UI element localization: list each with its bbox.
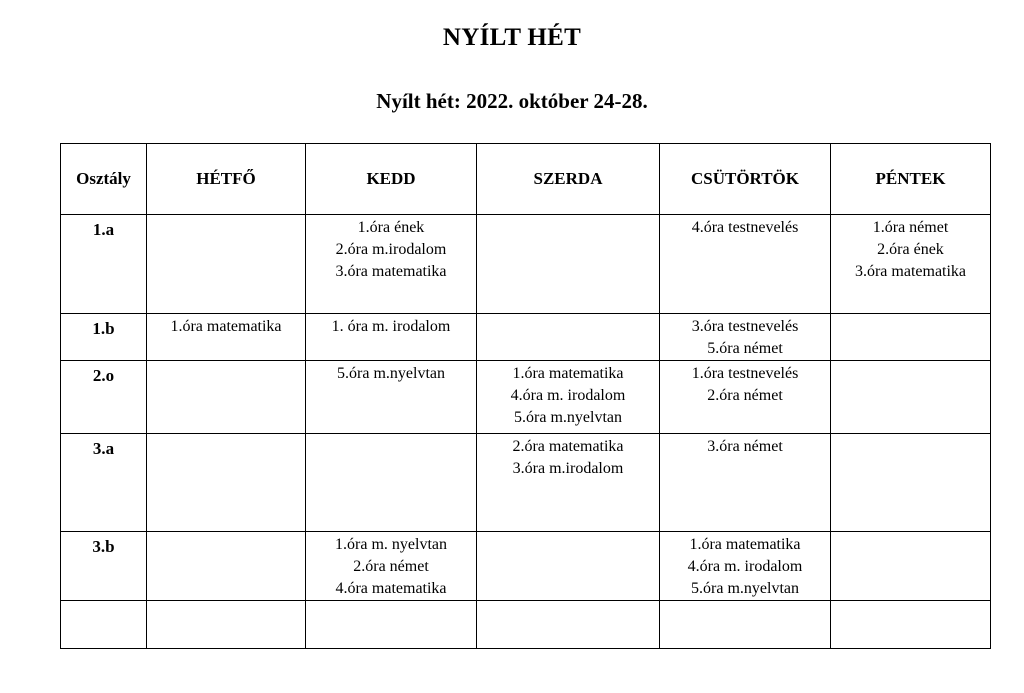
header-tuesday: KEDD [306,144,477,215]
lesson-entry: 1.óra matematika [170,318,282,335]
page-subtitle: Nyílt hét: 2022. október 24-28. [376,89,648,113]
table-header-row [61,144,991,215]
table-row [61,314,991,361]
lesson-entry: 5.óra m.nyelvtan [691,580,799,597]
lesson-entry: 2.óra m.irodalom [335,241,447,258]
cell-tuesday [306,215,477,314]
lesson-entry: 5.óra m.nyelvtan [514,409,622,426]
cell-friday [831,532,991,601]
lesson-entry: 4.óra m. irodalom [687,558,803,575]
cell-monday [147,601,306,649]
cell-thursday [660,601,831,649]
class-cell: 3.a [61,434,147,532]
lesson-entry: 2.óra német [353,558,429,575]
lesson-entry: 1. óra m. irodalom [331,318,451,335]
cell-friday [831,361,991,434]
cell-monday [147,314,306,361]
cell-tuesday [306,601,477,649]
cell-thursday [660,361,831,434]
lesson-entry: 4.óra m. irodalom [510,387,626,404]
cell-thursday [660,314,831,361]
lesson-entry: 1.óra matematika [512,365,624,382]
cell-thursday [660,434,831,532]
header-wednesday: SZERDA [477,144,660,215]
class-cell: 3.b [61,532,147,601]
lesson-entry: 1.óra ének [357,219,425,236]
table-row [61,601,991,649]
cell-friday [831,601,991,649]
header-friday: PÉNTEK [831,144,991,215]
cell-friday [831,434,991,532]
cell-monday [147,361,306,434]
header-class: Osztály [61,144,147,215]
lesson-entry: 1.óra német [872,219,949,236]
header-thursday: CSÜTÖRTÖK [660,144,831,215]
lesson-entry: 1.óra matematika [689,536,801,553]
cell-wednesday [477,601,660,649]
cell-tuesday [306,532,477,601]
lesson-entry: 3.óra m.irodalom [512,460,624,477]
cell-friday [831,314,991,361]
lesson-entry: 1.óra m. nyelvtan [335,536,447,553]
lesson-entry: 2.óra matematika [512,438,624,455]
lesson-entry: 3.óra matematika [854,263,967,280]
cell-monday [147,532,306,601]
class-cell [61,601,147,649]
lesson-entry: 2.óra német [707,387,783,404]
lesson-entry: 2.óra ének [877,241,944,258]
cell-friday [831,215,991,314]
lesson-entry: 4.óra matematika [335,580,447,597]
cell-thursday [660,532,831,601]
cell-monday [147,215,306,314]
lesson-entry: 5.óra német [707,340,783,357]
page-title: NYÍLT HÉT [442,24,582,51]
cell-tuesday [306,361,477,434]
lesson-entry: 3.óra német [707,438,783,455]
cell-tuesday [306,434,477,532]
lesson-entry: 3.óra testnevelés [691,318,799,335]
table-row [61,532,991,601]
lesson-entry: 1.óra testnevelés [691,365,799,382]
lesson-entry: 5.óra m.nyelvtan [337,365,445,382]
cell-wednesday [477,434,660,532]
cell-wednesday [477,361,660,434]
cell-monday [147,434,306,532]
cell-wednesday [477,215,660,314]
header-monday: HÉTFŐ [147,144,306,215]
class-cell: 1.b [61,314,147,361]
cell-wednesday [477,314,660,361]
class-cell: 2.o [61,361,147,434]
cell-thursday [660,215,831,314]
table-row [61,215,991,314]
lesson-entry: 4.óra testnevelés [691,219,799,236]
cell-tuesday [306,314,477,361]
class-cell: 1.a [61,215,147,314]
table-row [61,434,991,532]
cell-wednesday [477,532,660,601]
schedule-table [60,143,991,649]
lesson-entry: 3.óra matematika [335,263,447,280]
table-row [61,361,991,434]
